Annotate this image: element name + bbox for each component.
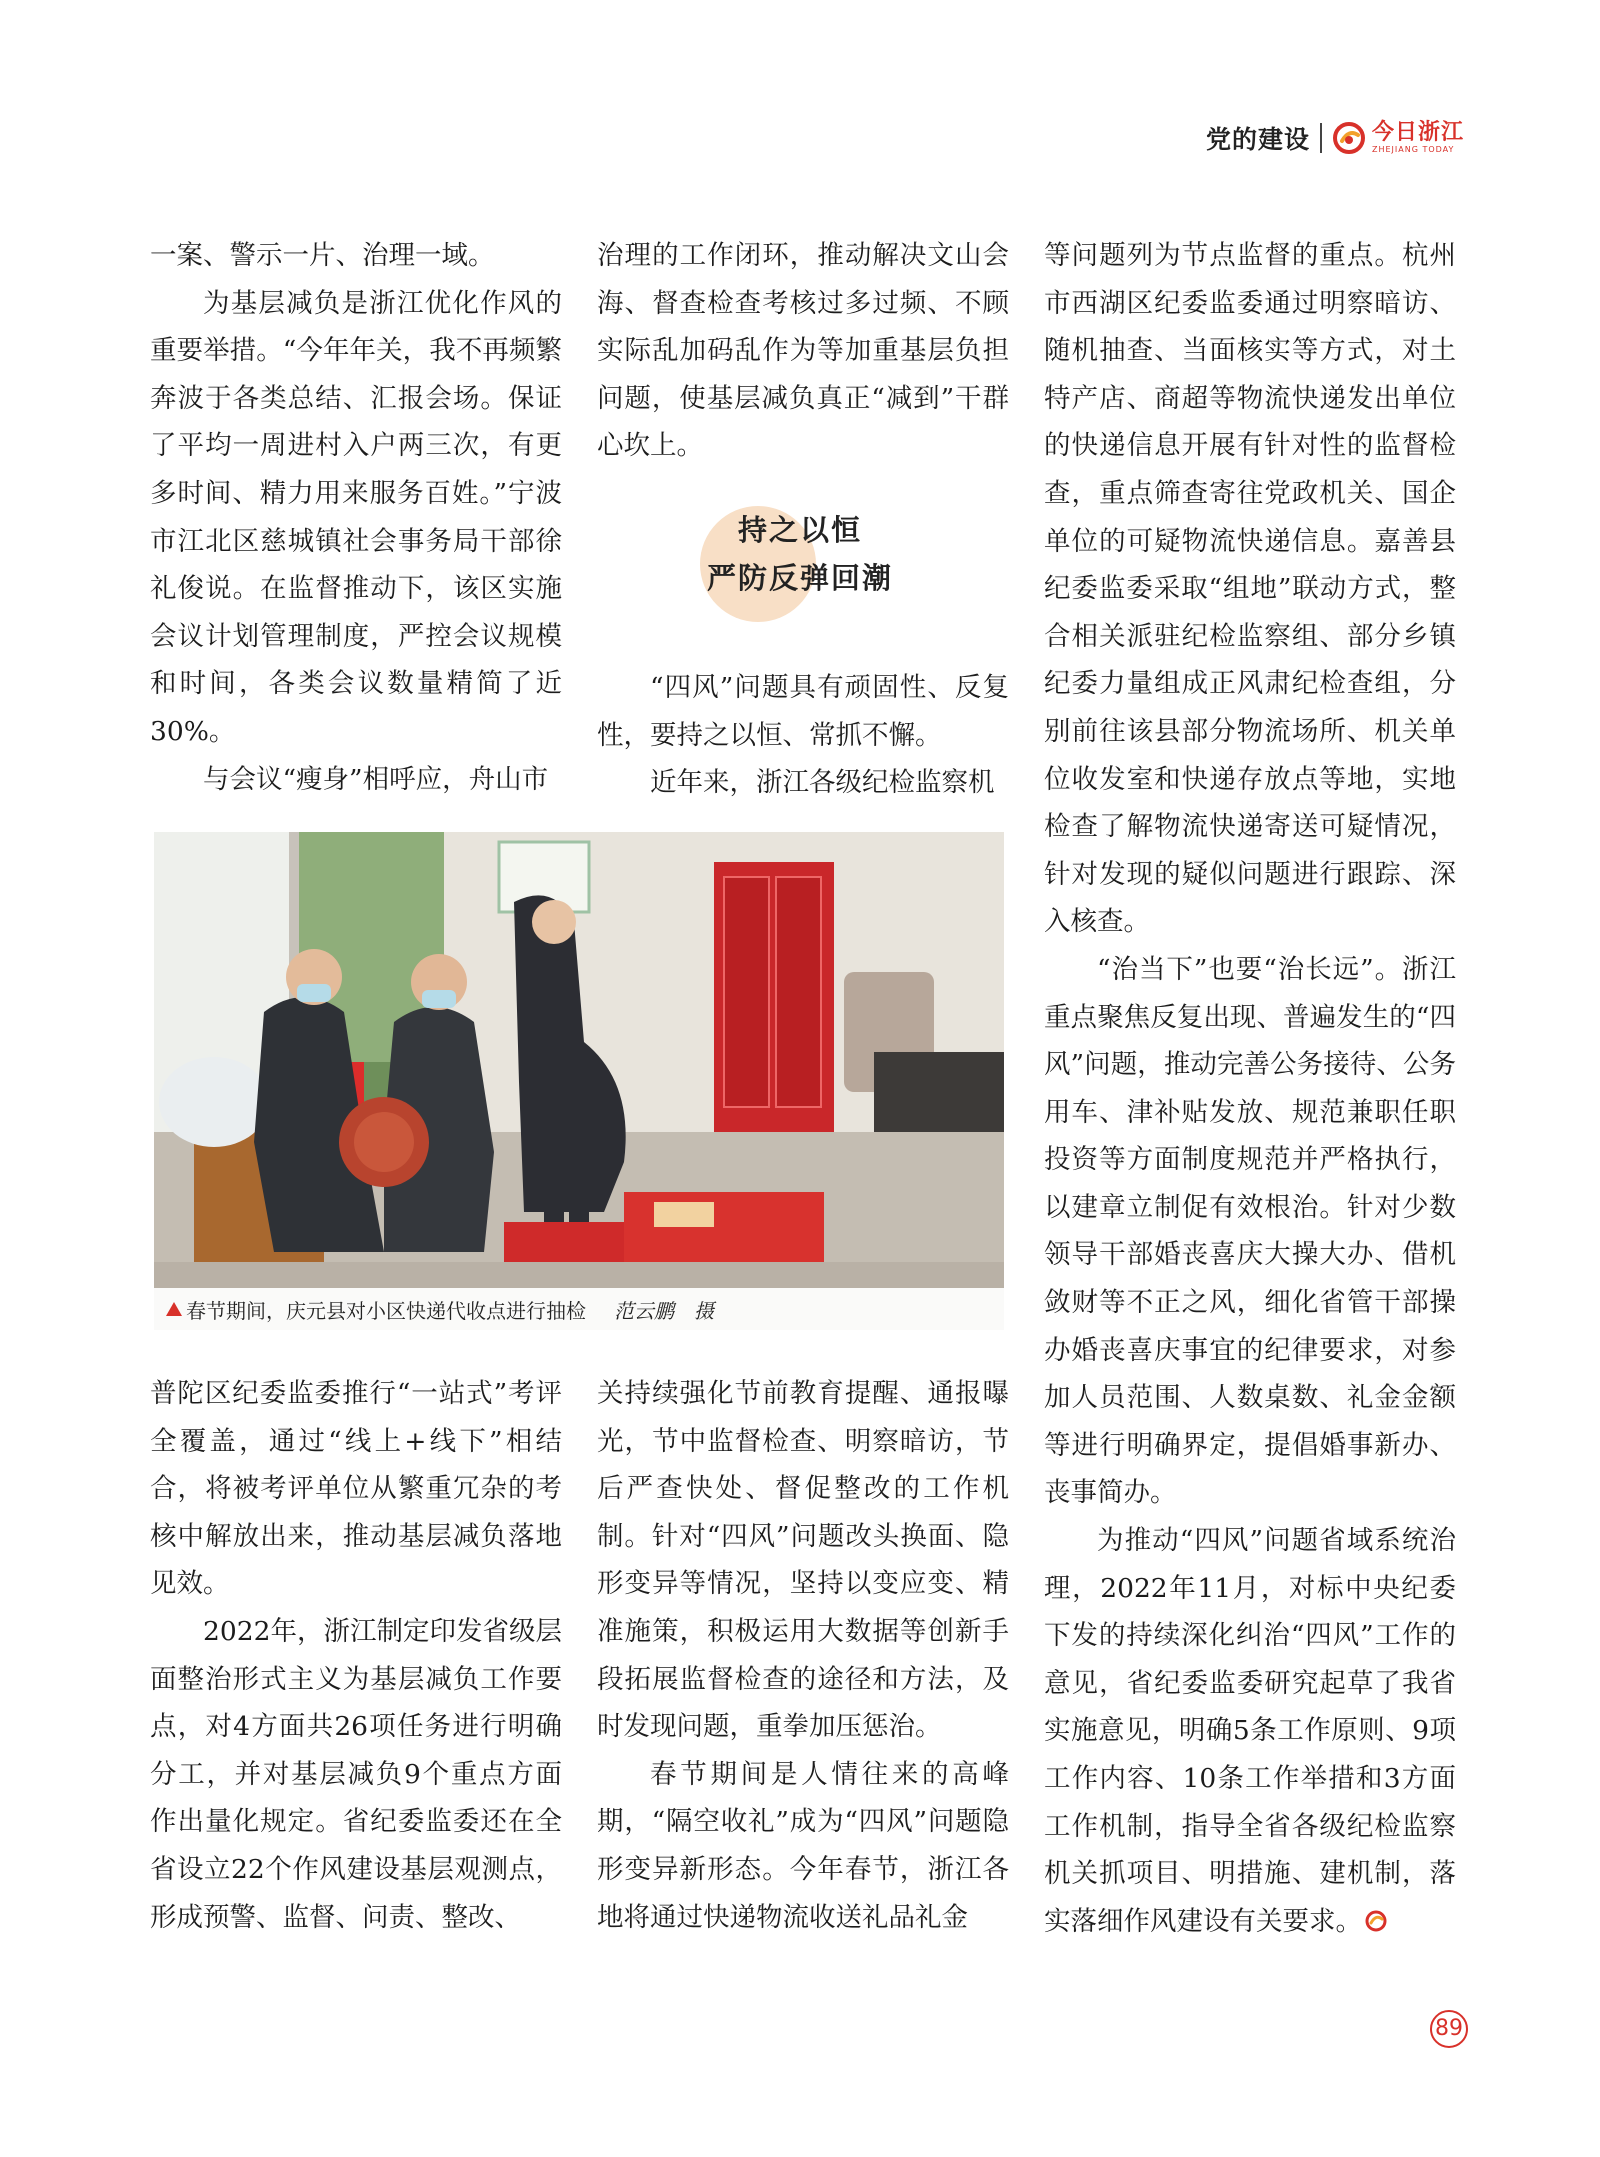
column-2-middle [597,664,1009,807]
paragraph: 关持续强化节前教育提醒、通报曝光，节中监督检查、明察暗访，节后严查快处、督促整改的工作机制。针对“四风”问题改头换面、隐形变异等情况，坚持以变应变、精准施策，积极运用大数据等创新手段拓展监督检查的途径和方法，及时发现问题，重拳加压惩治。 [597,1378,1009,1743]
page-number: 89 [1430,2010,1468,2048]
subheading-line-2: 严防反弹回潮 [706,561,893,595]
caption-triangle-icon [166,1302,182,1316]
magazine-logo [1332,121,1464,155]
header-divider [1320,123,1322,153]
paragraph: “四风”问题具有顽固性、反复性，要持之以恒、常抓不懈。 [597,672,1009,751]
paragraph: 为基层减负是浙江优化作风的重要举措。“今年年关，我不再频繁奔波于各类总结、汇报会场。保证了平均一周进村入户两三次，有更多时间、精力用来服务百姓。”宁波市江北区慈城镇社会事务局干部徐礼俊说。在监督推动下，该区实施会议计划管理制度，严控会议规模和时间，各类会议数量精简了近30%。 [150,287,562,747]
paragraph: “治当下”也要“治长远”。浙江重点聚焦反复出现、普遍发生的“四风”问题，推动完善公务接待、公务用车、津补贴发放、规范兼职任职投资等方面制度规范并严格执行，以建章立制促有效根治。针对少数领导干部婚丧喜庆大操大办、借机敛财等不正之风，细化省管干部操办婚丧喜庆事宜的纪律要求，对参加人员范围、人数桌数、礼金金额等进行明确界定，提倡婚事新办、丧事简办。 [1044,953,1456,1509]
logo-english-name: ZHEJIANG TODAY [1371,145,1455,154]
logo-swirl-icon [1332,121,1366,155]
column-3 [1044,232,1456,1945]
paragraph-final-text: 为推动“四风”问题省域系统治理，2022年11月，对标中央纪委下发的持续深化纠治“四风”工作的意见，省纪委监委研究起草了我省实施意见，明确5条工作原则、9项工作内容、10条工作举措和3方面工作机制，指导全省各级纪检监察机关抓项目、明措施、建机制，落实落细作风建设有关要求。 [1044,1525,1456,1937]
article-end-icon [1364,1909,1388,1933]
column-1-bottom [150,1370,562,1941]
column-1-top [150,232,562,803]
caption-text: 春节期间，庆元县对小区快递代收点进行抽检 [186,1298,586,1323]
paragraph: 一案、警示一片、治理一域。 [150,240,495,271]
page-header [1206,118,1464,158]
photo-credit: 范云鹏 摄 [614,1298,714,1323]
paragraph: 2022年，浙江制定印发省级层面整治形式主义为基层减负工作要点，对4方面共26项任务进行明确分工，并对基层减负9个重点方面作出量化规定。省纪委监委还在全省设立22个作风建设基层观测点，形成预警、监督、问责、整改、 [150,1615,562,1933]
paragraph: 等问题列为节点监督的重点。杭州市西湖区纪委监委通过明察暗访、随机抽查、当面核实等方式，对土特产店、商超等物流快递发出单位的快递信息开展有针对性的监督检查，重点筛查寄往党政机关、国企单位的可疑物流快递信息。嘉善县纪委监委采取“组地”联动方式，整合相关派驻纪检监察组、部分乡镇纪委力量组成正风肃纪检查组，分别前往该县部分物流场所、机关单位收发室和快递存放点等地，实地检查了解物流快递寄送可疑情况，针对发现的疑似问题进行跟踪、深入核查。 [1044,240,1456,938]
column-2-top [597,232,1009,470]
paragraph: 普陀区纪委监委推行“一站式”考评全覆盖，通过“线上+线下”相结合，将被考评单位从繁重冗杂的考核中解放出来，推动基层减负落地见效。 [150,1378,562,1600]
paragraph-final [1044,1517,1456,1945]
paragraph: 治理的工作闭环，推动解决文山会海、督查检查考核过多过频、不顾实际乱加码乱作为等加重基层负担问题，使基层减负真正“减到”干群心坎上。 [597,240,1009,462]
paragraph: 与会议“瘦身”相呼应，舟山市 [203,763,549,795]
paragraph: 近年来，浙江各级纪检监察机 [650,767,995,799]
news-photo [154,832,1004,1330]
section-subheading [690,506,910,636]
photo-illustration [154,832,1004,1330]
logo-chinese-name: 今日浙江 [1371,120,1464,145]
photo-caption [154,1288,1004,1330]
section-label: 党的建设 [1205,125,1310,154]
paragraph: 春节期间是人情往来的高峰期，“隔空收礼”成为“四风”问题隐形变异新形态。今年春节，浙江各地将通过快递物流收送礼品礼金 [597,1758,1009,1933]
subheading-line-1: 持之以恒 [737,513,862,547]
column-2-bottom [597,1370,1009,1941]
